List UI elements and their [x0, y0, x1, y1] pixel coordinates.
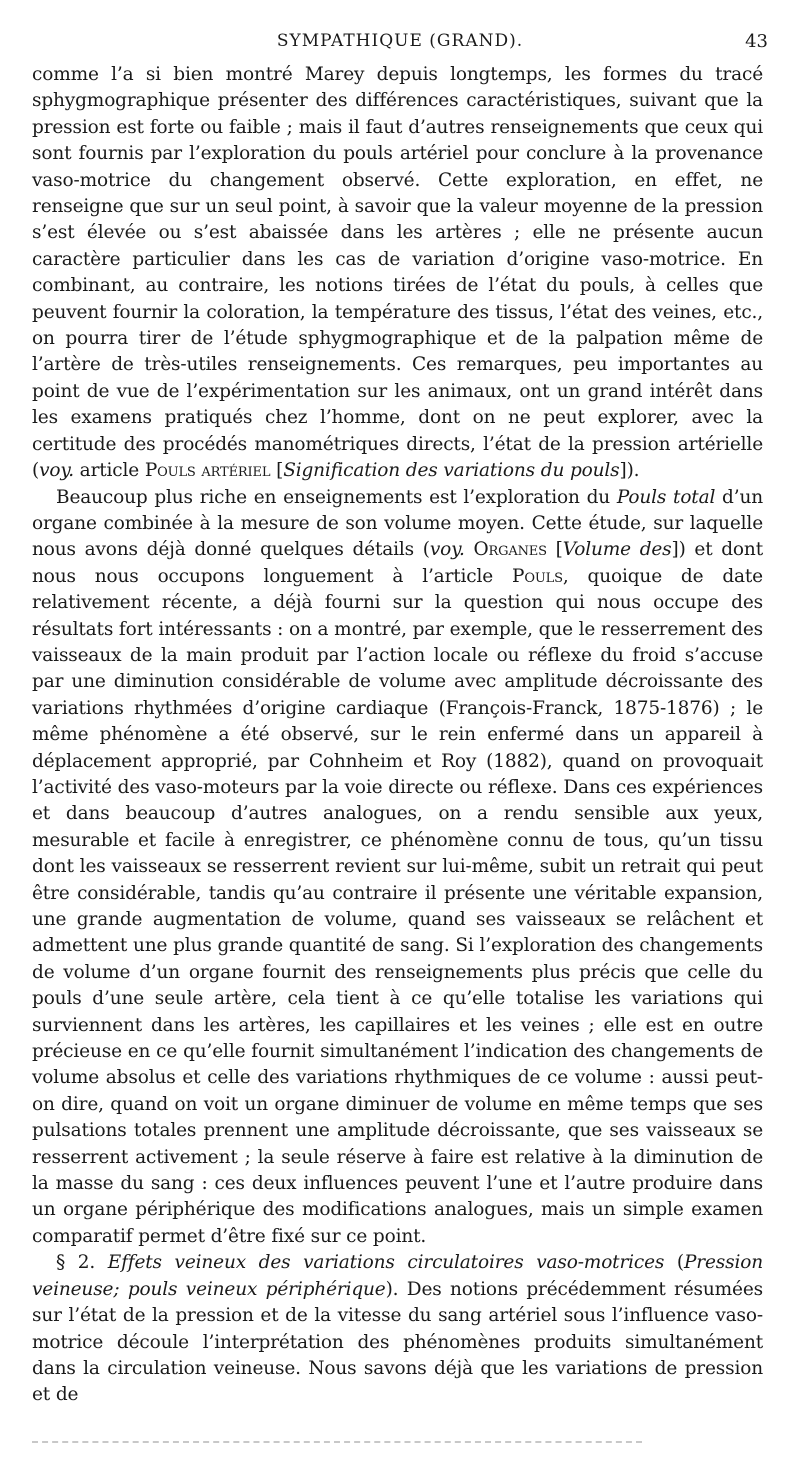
section-marker: § 2.: [56, 1252, 108, 1274]
paragraph-3: § 2. Effets veineux des variations circulatoires vaso-motrices (Pression veineuse; pouls veineux périphérique). Des notions précédemment résumées sur l’état de la pression et de la vitesse du sang artériel sous l’influence vaso-motrice découle l’interprétation des phénomènes produits simultanément dans la circulation veineuse. Nous savons déjà que les variations de pression et de: [32, 1252, 763, 1406]
cross-reference: Organes: [473, 539, 547, 561]
body-text: [32, 62, 763, 1409]
paragraph-2: Beaucoup plus riche en enseignements est l’exploration du Pouls total d’un organe combinée à la mesure de son volume moyen. Cette étude, sur laquelle nous avons déjà donné quelques détails (voy. Organes [Volume des]) et dont nous nous occupons longuement à l’article Pouls, quoique de date relativement récente, a déjà fourni sur la question qui nous occupe des résultats fort intéressants : on a montré, par exemple, que le resserrement des vaisseaux de la main produit par l’action locale ou réflexe du froid s’accuse par une diminution considérable de volume avec amplitude décroissante des variations rhythmées d’origine cardiaque (François-Franck, 1875-1876) ; le même phénomène a été observé, sur le rein enfermé dans un appareil à déplacement approprié, par Cohnheim et Roy (1882), quand on provoquait l’activité des vaso-moteurs par la voie directe ou réflexe. Dans ces expériences et dans beaucoup d’autres analogues, on a rendu sensible aux yeux, mesurable et facile à enregistrer, ce phénomène connu de tous, qu’un tissu dont les vaisseaux se resserrent revient sur lui-même, subit un retrait qui peut être considérable, tandis qu’au contraire il présente une véritable expansion, une grande augmentation de volume, quand ses vaisseaux se relâchent et admettent une plus grande quantité de sang. Si l’exploration des changements de volume d’un organe fournit des renseignements plus précis que celle du pouls d’une seule artère, cela tient à ce qu’elle totalise les variations qui surviennent dans les artères, les capillaires et les veines ; elle est en outre précieuse en ce qu’elle fournit simultanément l’indication des changements de volume absolus et celle des variations rhythmiques de ce volume : aussi peut-on dire, quand on voit un organe diminuer de volume en même temps que ses pulsations totales prennent une amplitude décroissante, que ses vaisseaux se resserrent activement ; la seule réserve à faire est relative à la diminution de la masse du sang : ces deux influences peuvent l’une et l’autre produire dans un organe périphérique des modifications analogues, mais un simple examen comparatif permet d’être fixé sur ce point.: [32, 486, 763, 1247]
page-number: 43: [745, 31, 768, 52]
paragraph-1: comme l’a si bien montré Marey depuis longtemps, les formes du tracé sphygmographique présenter des différences caractéristiques, suivant que la pression est forte ou faible ; mais il faut d’autres renseignements que ceux qui sont fournis par l’exploration du pouls artériel pour conclure à la provenance vaso-motrice du changement observé. Cette exploration, en effet, ne renseigne que sur un seul point, à savoir que la valeur moyenne de la pression s’est élevée ou s’est abaissée dans les artères ; elle ne présente aucun caractère particulier dans les cas de variation d’origine vaso-motrice. En combinant, au contraire, les notions tirées de l’état du pouls, à celles que peuvent fournir la coloration, la température des tissus, l’état des veines, etc., on pourra tirer de l’étude sphygmographique et de la palpation même de l’artère de très-utiles renseignements. Ces remarques, peu importantes au point de vue de l’expérimentation sur les animaux, ont un grand intérêt dans les examens pratiqués chez l’homme, dont on ne peut explorer, avec la certitude des procédés manométriques directs, l’état de la pression artérielle (voy. article Pouls artériel [Signification des variations du pouls]).: [32, 64, 763, 482]
cross-reference: Pouls artériel: [144, 460, 271, 482]
bottom-scan-artifact: [32, 1441, 642, 1445]
cross-reference: Pouls: [512, 565, 563, 587]
running-title: SYMPATHIQUE (GRAND).: [276, 31, 524, 51]
running-header: [32, 28, 768, 58]
section-heading: Effets veineux des variations circulatoires vaso-motrices: [107, 1252, 665, 1274]
